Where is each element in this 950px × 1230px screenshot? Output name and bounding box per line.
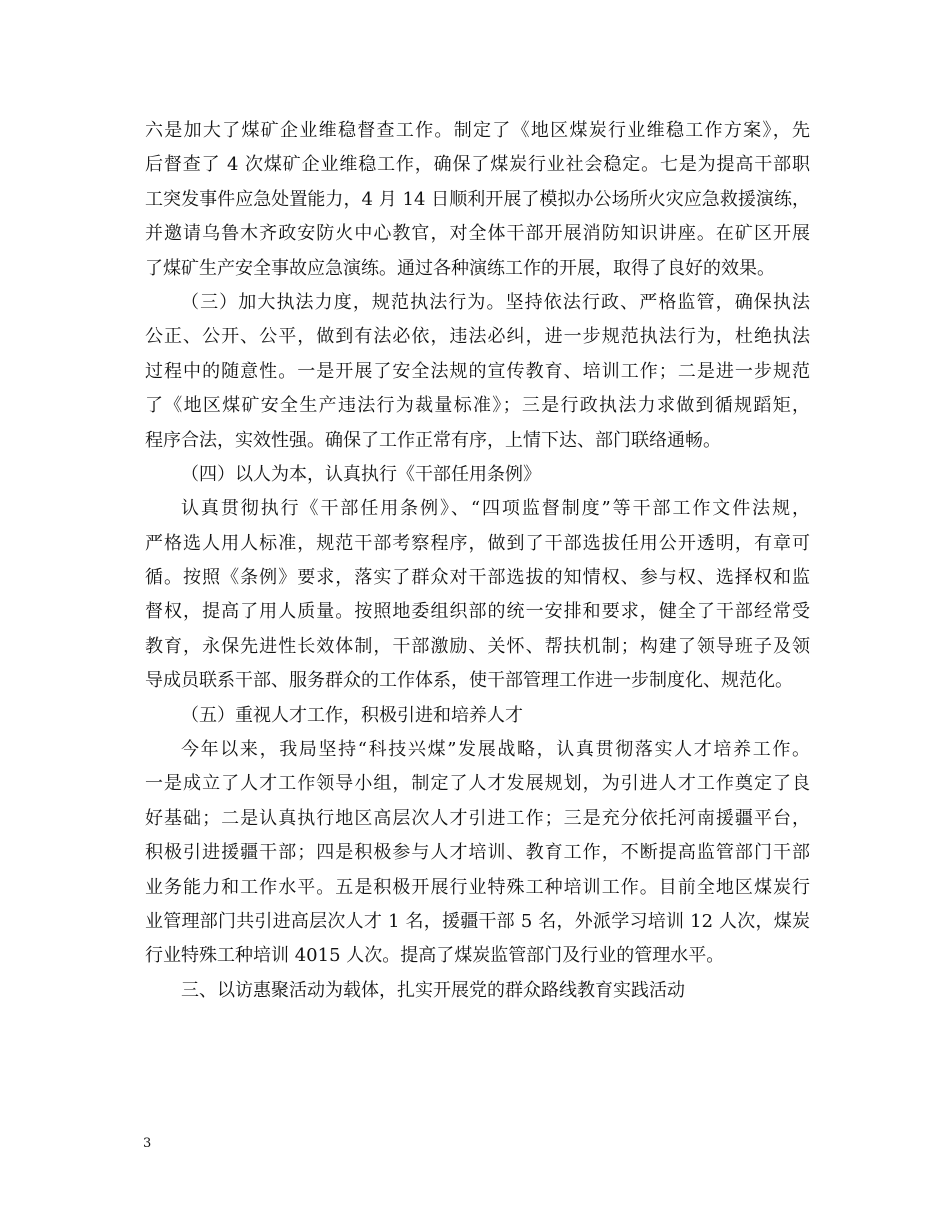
body-line: 了煤矿生产安全事故应急演练。通过各种演练工作的开展，取得了良好的效果。 [145, 257, 775, 279]
body-line: 积极引进援疆干部；四是积极参与人才培训、教育工作，不断提高监管部门干部 [145, 842, 810, 864]
body-line: 教育，永保先进性长效体制，干部激励、关怀、帮扶机制；构建了领导班子及领 [145, 635, 810, 657]
body-line: 业管理部门共引进高层次人才 1 名，援疆干部 5 名，外派学习培训 12 人次，煤炭 [145, 910, 810, 932]
body-line: 一是成立了人才工作领导小组，制定了人才发展规划，为引进人才工作奠定了良 [145, 773, 810, 795]
section-heading: （五）重视人才工作，积极引进和培养人才 [181, 704, 523, 726]
body-line: 程序合法，实效性强。确保了工作正常有序，上情下达、部门联络通畅。 [145, 429, 721, 451]
body-line: 严格选人用人标准，规范干部考察程序，做到了干部选拔任用公开透明，有章可 [145, 532, 810, 554]
body-line: 工突发事件应急处置能力，4 月 14 日顺利开展了模拟办公场所火灾应急救援演练， [145, 188, 810, 210]
document-body [145, 114, 810, 1008]
body-line: 了《地区煤矿安全生产违法行为裁量标准》；三是行政执法力求做到循规蹈矩， [145, 395, 810, 417]
body-line: 行业特殊工种培训 4015 人次。提高了煤炭监管部门及行业的管理水平。 [145, 945, 725, 967]
section-heading-line: （三）加大执法力度，规范执法行为。坚持依法行政、严格监管，确保执法 [181, 291, 810, 313]
body-line: 过程中的随意性。一是开展了安全法规的宣传教育、培训工作；二是进一步规范 [145, 360, 810, 382]
section-heading: （四）以人为本，认真执行《干部任用条例》 [181, 463, 541, 485]
body-line: 好基础；二是认真执行地区高层次人才引进工作；三是充分依托河南援疆平台， [145, 807, 810, 829]
body-line: 业务能力和工作水平。五是积极开展行业特殊工种培训工作。目前全地区煤炭行 [145, 876, 810, 898]
body-line: 并邀请乌鲁木齐政安防火中心教官，对全体干部开展消防知识讲座。在矿区开展 [145, 223, 810, 245]
body-line: 今年以来，我局坚持“科技兴煤”发展战略，认真贯彻落实人才培养工作。 [181, 739, 810, 761]
body-line: 公正、公开、公平，做到有法必依，违法必纠，进一步规范执法行为，杜绝执法 [145, 326, 810, 348]
page-number: 3 [143, 1136, 152, 1151]
body-line: 认真贯彻执行《干部任用条例》、“四项监督制度”等干部工作文件法规， [181, 498, 810, 520]
body-line: 督权，提高了用人质量。按照地委组织部的统一安排和要求，健全了干部经常受 [145, 601, 810, 623]
body-line: 循。按照《条例》要求，落实了群众对干部选拔的知情权、参与权、选择权和监 [145, 567, 810, 589]
section-heading: 三、以访惠聚活动为载体，扎实开展党的群众路线教育实践活动 [181, 979, 685, 1001]
body-line: 导成员联系干部、服务群众的工作体系，使干部管理工作进一步制度化、规范化。 [145, 670, 793, 692]
body-line: 后督查了 4 次煤矿企业维稳工作，确保了煤炭行业社会稳定。七是为提高干部职 [145, 154, 810, 176]
body-line: 六是加大了煤矿企业维稳督查工作。制定了《地区煤炭行业维稳工作方案》，先 [145, 120, 810, 141]
